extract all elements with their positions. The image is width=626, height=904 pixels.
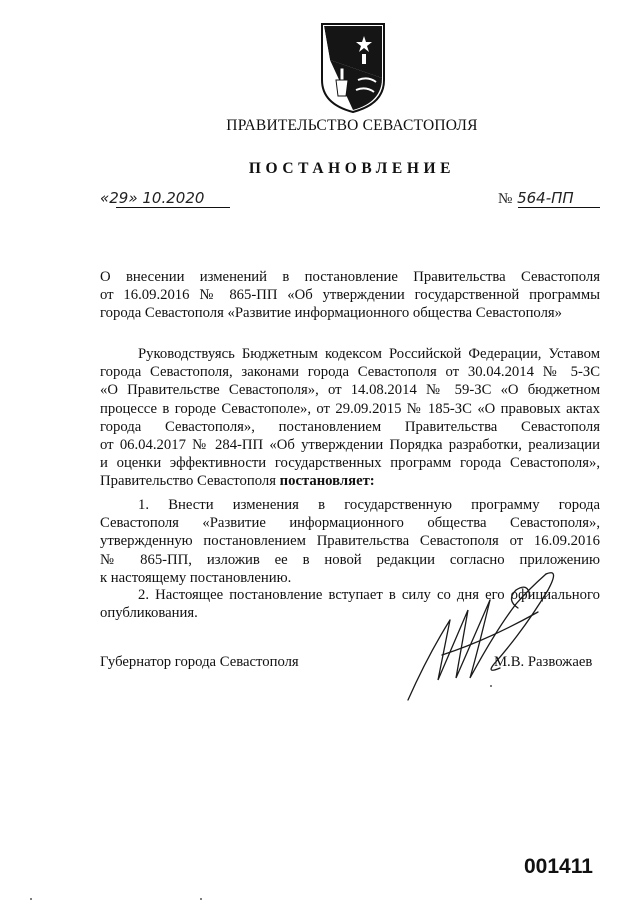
item-line: Севастополя «Развитие информационного общества Севастополя», — [100, 515, 600, 532]
preamble-last-text: Правительство Севастополя — [100, 473, 280, 490]
item-line: 2. Настоящее постановление вступает в силу со дня его официального — [138, 587, 600, 603]
coat-of-arms-icon — [318, 20, 388, 116]
document-serial-number: 001411 — [524, 855, 593, 878]
government-title: ПРАВИТЕЛЬСТВО СЕВАСТОПОЛЯ — [226, 117, 478, 134]
number-sign: № — [498, 191, 513, 207]
preamble-resolution-line — [100, 472, 600, 490]
scan-speck — [200, 898, 202, 900]
signature-icon — [398, 560, 598, 710]
date-month-year: » 10.2020 — [128, 189, 205, 207]
signatory-name: М.В. Развожаев — [494, 654, 593, 670]
preamble-line: процессе в городе Севастополе», от 29.09.2015 № 185-ЗС «О правовых актах — [100, 400, 600, 417]
scan-speck — [30, 898, 32, 900]
item-line: утвержденную постановлением Правительства Севастополя от 16.09.2016 — [100, 533, 600, 550]
preamble-line: от 06.04.2017 № 284-ПП «Об утверждении Порядка разработки, реализации — [100, 436, 600, 453]
signatory-position: Губернатор города Севастополя — [100, 654, 299, 670]
item-line: к настоящему постановлению. — [100, 569, 292, 586]
subject-line: от 16.09.2016 № 865-ПП «Об утверждении государственной программы — [100, 287, 600, 304]
subject-block — [100, 268, 600, 323]
scan-speck — [490, 685, 492, 687]
preamble-paragraph — [100, 345, 600, 491]
preamble-line: и оценки эффективности государственных программ города Севастополя», — [100, 455, 600, 472]
date-underline — [116, 207, 230, 208]
subject-line: О внесении изменений в постановление Правительства Севастополя — [100, 269, 600, 285]
date-quote-open: « — [100, 189, 110, 207]
preamble-line: города Севастополя», постановлением Правительства Севастополя — [100, 418, 600, 435]
number-value: 564-ПП — [517, 189, 574, 207]
document-number — [498, 189, 600, 208]
preamble-line: города Севастополя, законами города Севастополя от 30.04.2014 № 5-ЗС — [100, 364, 600, 381]
subject-line: города Севастополя «Развитие информационного общества Севастополя» — [100, 305, 563, 322]
item-line: 1. Внести изменения в государственную программу города — [138, 497, 600, 513]
preamble-line: «О Правительстве Севастополя», от 14.08.2014 № 59-ЗС «О бюджетном — [100, 382, 600, 399]
document-type-heading: ПОСТАНОВЛЕНИЕ — [248, 160, 456, 177]
item-line: опубликования. — [100, 605, 198, 622]
preamble-line: Руководствуясь Бюджетным кодексом Российской Федерации, Уставом — [138, 346, 600, 362]
number-underline — [518, 207, 600, 208]
resolution-keyword: постановляет: — [279, 473, 375, 490]
document-date — [100, 189, 230, 207]
item-line: № 865-ПП, изложив ее в новой редакции согласно приложению — [100, 551, 600, 568]
date-day: 29 — [109, 189, 129, 207]
